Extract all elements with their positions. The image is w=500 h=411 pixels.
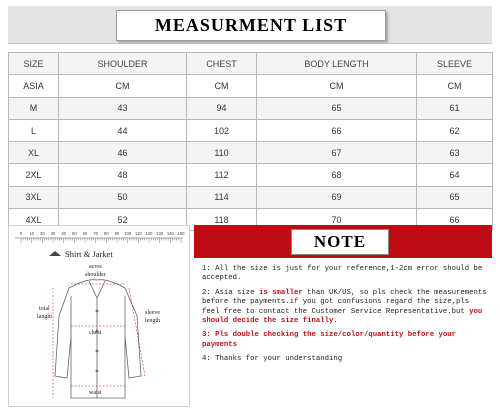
hanger-icon: [49, 251, 61, 256]
label-across-shoulder-2: shoulder: [85, 272, 106, 278]
units-cell: CM: [257, 75, 417, 97]
ruler-number: 100: [124, 231, 132, 236]
label-total-length-2: langht: [37, 314, 52, 320]
ruler-number: 30: [50, 231, 56, 236]
measurement-cell: 94: [187, 97, 257, 119]
measurement-cell: 110: [187, 142, 257, 164]
measurement-cell: 112: [187, 164, 257, 186]
measurement-cell: 43: [59, 97, 187, 119]
units-cell: CM: [59, 75, 187, 97]
shirt-diagram: [8, 225, 190, 407]
measurement-cell: 50: [59, 186, 187, 208]
measurement-cell: 69: [257, 186, 417, 208]
ruler-number: 150: [177, 231, 185, 236]
note-item-2-warning: you should decide the size finally.: [202, 307, 483, 326]
ruler-number: 90: [114, 231, 120, 236]
diagram-heading: Shirt & Jarket: [65, 249, 113, 259]
note-item-3: 3: Pls double checking the size/color/quantity before your payments: [202, 331, 456, 349]
size-cell: 4XL: [9, 209, 59, 231]
ruler-number: 10: [29, 231, 35, 236]
table-row: [9, 164, 493, 186]
measurement-lines: [53, 284, 145, 398]
label-chest: chest: [89, 330, 102, 336]
measurement-cell: 65: [257, 97, 417, 119]
size-cell: 3XL: [9, 186, 59, 208]
note-item-2-text-a: 2: Asia size: [202, 288, 259, 297]
note-item-2: [202, 289, 490, 327]
note-body: [202, 265, 490, 370]
table-row: [9, 142, 493, 164]
measurement-cell: 65: [417, 186, 493, 208]
measurement-cell: 66: [257, 119, 417, 141]
size-cell: M: [9, 97, 59, 119]
label-sleeve-length-1: sleeve: [145, 310, 160, 316]
ruler-number: 140: [166, 231, 174, 236]
measurement-cell: 63: [417, 142, 493, 164]
ruler-number: 110: [134, 231, 142, 236]
measurement-cell: 70: [257, 209, 417, 231]
note-title-box: [291, 229, 389, 255]
measurement-cell: 118: [187, 209, 257, 231]
measurement-cell: 68: [257, 164, 417, 186]
label-across-shoulder-1: acros: [89, 264, 102, 270]
size-cell: 2XL: [9, 164, 59, 186]
measurement-cell: 114: [187, 186, 257, 208]
size-cell: XL: [9, 142, 59, 164]
ruler-number: 70: [93, 231, 99, 236]
ruler-number: 40: [61, 231, 67, 236]
measurement-cell: 52: [59, 209, 187, 231]
header-chest: CHEST: [187, 53, 257, 75]
note-panel: [194, 225, 492, 405]
header-shoulder: SHOULDER: [59, 53, 187, 75]
ruler-number: 120: [145, 231, 153, 236]
note-item-1: 1: All the size is just for your reference,1-2cm error should be accepted.: [202, 265, 483, 283]
note-header: [194, 225, 492, 258]
ruler-number: 0: [19, 231, 23, 236]
header-body-length: BODY LENGTH: [257, 53, 417, 75]
shirt-diagram-svg: [9, 226, 189, 406]
units-row: [9, 75, 493, 97]
note-title: NOTE: [313, 232, 367, 251]
note-item-2-text-c: than UK/US, so pls check the measurements before the payments.if you got confusions regard the size,pls feel free to contact the Customer Service Representative.but: [202, 288, 487, 316]
measurement-cell: 62: [417, 119, 493, 141]
ruler-number: 50: [71, 231, 77, 236]
table-row: [9, 186, 493, 208]
measuring-ruler: [15, 231, 185, 243]
units-cell: CM: [417, 75, 493, 97]
ruler-number: 80: [103, 231, 109, 236]
header-sleeve: SLEEVE: [417, 53, 493, 75]
title-bar: [8, 6, 492, 44]
header-size: SIZE: [9, 53, 59, 75]
measurement-cell: 102: [187, 119, 257, 141]
page-title: MEASURMENT LIST: [154, 15, 348, 35]
ruler-number: 60: [82, 231, 88, 236]
shirt-outline: [55, 280, 141, 398]
units-cell: CM: [187, 75, 257, 97]
table-row: [9, 97, 493, 119]
ruler-number: 130: [156, 231, 164, 236]
note-item-2-emphasis: is smaller: [258, 288, 303, 297]
units-cell: ASIA: [9, 75, 59, 97]
table-header-row: [9, 53, 493, 75]
measurement-cell: 44: [59, 119, 187, 141]
label-sleeve-length-2: length: [145, 318, 160, 324]
ruler-number: 20: [39, 231, 45, 236]
label-waist: waist: [89, 390, 102, 396]
label-total-length-1: total: [39, 306, 50, 312]
measurement-cell: 67: [257, 142, 417, 164]
title-box: [116, 10, 386, 41]
measurement-cell: 64: [417, 164, 493, 186]
measurement-cell: 66: [417, 209, 493, 231]
table-row: [9, 119, 493, 141]
measurement-cell: 46: [59, 142, 187, 164]
size-cell: L: [9, 119, 59, 141]
measurement-cell: 61: [417, 97, 493, 119]
note-item-4: 4: Thanks for your understanding: [202, 355, 343, 364]
size-table: [8, 52, 493, 231]
measurement-cell: 48: [59, 164, 187, 186]
